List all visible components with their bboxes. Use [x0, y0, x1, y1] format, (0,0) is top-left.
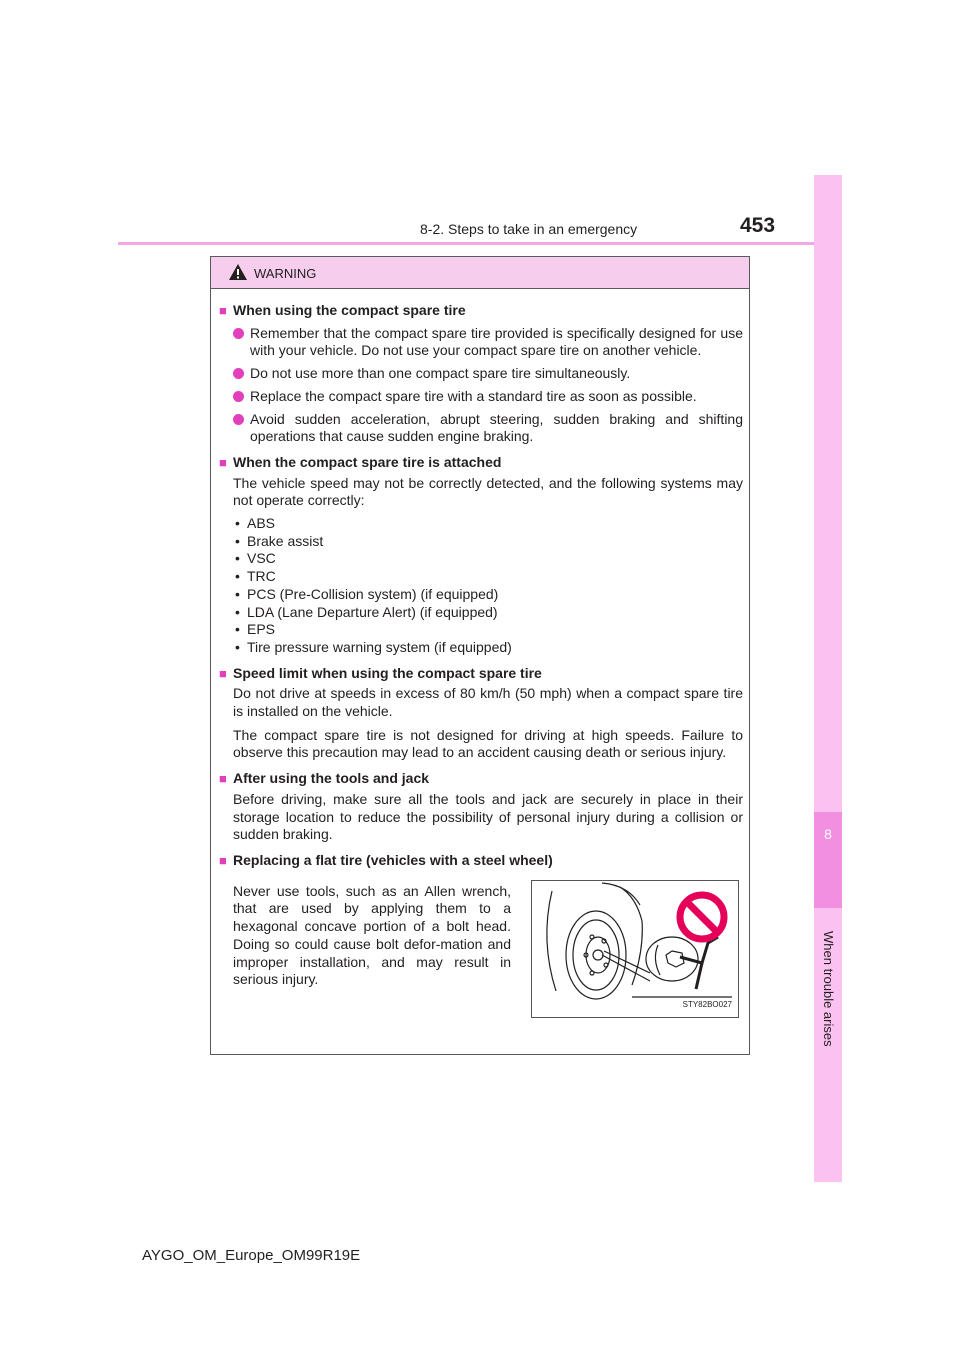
- list-item: • PCS (Pre-Collision system) (if equipped): [233, 586, 743, 604]
- chapter-number: 8: [824, 826, 832, 842]
- list-item: • Brake assist: [233, 533, 743, 551]
- square-bullet-icon: ■: [219, 303, 227, 318]
- section-heading: ■ Speed limit when using the compact spare tire: [219, 664, 542, 681]
- section-compact-spare-tire: [219, 302, 743, 446]
- list-item: • LDA (Lane Departure Alert) (if equipped): [233, 604, 743, 622]
- section-heading: ■ When using the compact spare tire: [219, 302, 466, 318]
- list-item: • ABS: [233, 515, 743, 533]
- section-speed-limit: [219, 665, 743, 763]
- header-section-title: 8-2. Steps to take in an emergency: [420, 221, 638, 237]
- warning-header: [211, 257, 749, 289]
- section-heading: ■ Replacing a flat tire (vehicles with a steel wheel): [219, 851, 553, 868]
- square-bullet-icon: ■: [219, 665, 227, 681]
- prohibition-icon: [674, 889, 730, 945]
- list-item: • VSC: [233, 550, 743, 568]
- warning-triangle-icon: [228, 263, 248, 281]
- header-rule: [118, 242, 842, 245]
- square-bullet-icon: ■: [219, 852, 227, 868]
- circle-bullet-icon: [233, 391, 244, 402]
- allen-wrench-figure: [531, 880, 739, 1018]
- warning-title: WARNING: [254, 266, 317, 281]
- section-intro: The vehicle speed may not be correctly detected, and the following systems may not operate correctly:: [233, 474, 743, 509]
- section-heading: ■ After using the tools and jack: [219, 770, 430, 787]
- list-item: Remember that the compact spare tire provided is specifically designed for use with your vehicle. Do not use your compact spare tire on another vehicle.: [219, 325, 743, 360]
- affected-systems-list: [219, 515, 743, 657]
- page-number: 453: [740, 214, 776, 237]
- list-item: • TRC: [233, 568, 743, 586]
- paragraph: Do not drive at speeds in excess of 80 km/h (50 mph) when a compact spare tire is installed on the vehicle.: [233, 685, 743, 720]
- circle-bullet-icon: [233, 328, 244, 339]
- chapter-title: When trouble arises: [821, 931, 836, 1047]
- section-heading: ■ When the compact spare tire is attached: [219, 453, 502, 470]
- section-tools-and-jack: [219, 770, 743, 844]
- circle-bullet-icon: [233, 414, 244, 425]
- list-item: Avoid sudden acceleration, abrupt steering, sudden braking and shifting operations that cause sudden engine braking.: [219, 411, 743, 446]
- section-spare-tire-attached: [219, 454, 743, 657]
- figure-code: STY82BO027: [682, 999, 732, 1009]
- list-item: • Tire pressure warning system (if equipped): [233, 639, 743, 657]
- warning-body: [211, 289, 749, 1018]
- list-item: Do not use more than one compact spare tire simultaneously.: [219, 365, 743, 383]
- footer-document-code: AYGO_OM_Europe_OM99R19E: [142, 1247, 361, 1264]
- paragraph: The compact spare tire is not designed for driving at high speeds. Failure to observe this precaution may lead to an accident causing death or serious injury.: [233, 726, 743, 761]
- square-bullet-icon: ■: [219, 454, 227, 470]
- warning-box: [210, 256, 750, 1055]
- figure-row: [219, 880, 743, 1018]
- figure-caption: Never use tools, such as an Allen wrench, that are used by applying them to a hexagonal concave portion of a bolt head. Doing so could cause bolt defor-mation and improper installation, and may result in serious injury.: [233, 882, 511, 988]
- circle-bullet-icon: [233, 368, 244, 379]
- square-bullet-icon: ■: [219, 771, 227, 787]
- paragraph: Before driving, make sure all the tools and jack are securely in place in their storage location to reduce the possibility of personal injury during a collision or sudden braking.: [233, 790, 743, 843]
- list-item: Replace the compact spare tire with a standard tire as soon as possible.: [219, 388, 743, 406]
- list-item: • EPS: [233, 621, 743, 639]
- section-replacing-flat-tire: [219, 852, 743, 1018]
